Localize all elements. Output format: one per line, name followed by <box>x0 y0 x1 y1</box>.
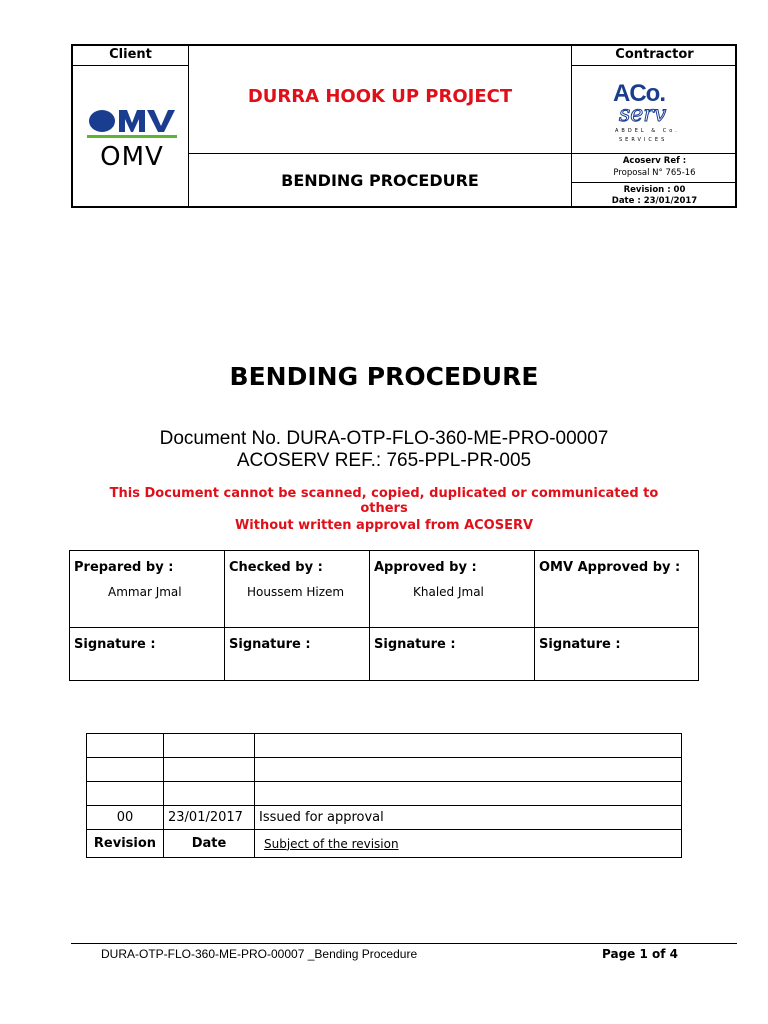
checked-cell <box>225 551 370 628</box>
header-revision: Revision : 00 <box>623 185 686 195</box>
document-number: Document No. DURA-OTP-FLO-360-ME-PRO-00007 <box>159 428 609 449</box>
page-number: Page 1 of 4 <box>602 947 678 961</box>
signature-label: Signature : <box>229 637 311 652</box>
confidentiality-warning: This Document cannot be scanned, copied, duplicated or communicated to others <box>109 486 659 516</box>
approved-cell <box>370 551 535 628</box>
signature-cell <box>70 628 225 681</box>
omv-logo <box>87 101 177 173</box>
acoserv-logo-line1: ABDEL & Co. <box>615 128 680 134</box>
acoserv-logo <box>613 82 703 152</box>
proposal-number: Proposal N° 765-16 <box>613 168 696 178</box>
signature-label: Signature : <box>74 637 156 652</box>
revision-table <box>86 733 682 858</box>
revision-number: 00 <box>87 806 164 830</box>
approved-name: Khaled Jmal <box>413 585 484 599</box>
approval-table <box>69 550 699 681</box>
header-box <box>71 44 737 208</box>
omv-approved-label: OMV Approved by : <box>539 560 681 575</box>
date-header: Date <box>164 830 255 858</box>
acoserv-logo-script: serv <box>619 102 667 127</box>
table-row <box>87 758 682 782</box>
omv-approved-cell <box>535 551 699 628</box>
table-header-row <box>87 830 682 858</box>
header-date: Date : 23/01/2017 <box>611 196 698 206</box>
project-title: DURRA HOOK UP PROJECT <box>247 86 513 107</box>
client-label: Client <box>109 47 152 62</box>
footer-doc-ref: DURA-OTP-FLO-360-ME-PRO-00007 _Bending Procedure <box>101 947 418 961</box>
table-row <box>87 734 682 758</box>
prepared-name: Ammar Jmal <box>108 585 182 599</box>
subject-header: Subject of the revision <box>264 836 399 851</box>
contractor-label: Contractor <box>615 47 694 62</box>
prepared-label: Prepared by : <box>74 560 174 575</box>
checked-name: Houssem Hizem <box>247 585 345 599</box>
footer-divider <box>71 943 737 944</box>
signature-cell <box>370 628 535 681</box>
subject-header-cell <box>255 830 682 858</box>
page-title: BENDING PROCEDURE <box>229 362 539 391</box>
approved-label: Approved by : <box>374 560 477 575</box>
revision-header: Revision <box>87 830 164 858</box>
table-row <box>87 806 682 830</box>
acoserv-ref-label: Acoserv Ref : <box>622 156 687 166</box>
signature-label: Signature : <box>539 637 621 652</box>
acoserv-logo-line2: SERVICES <box>619 137 668 143</box>
acoserv-reference: ACOSERV REF.: 765-PPL-PR-005 <box>236 450 532 471</box>
acoserv-logo-main: ACo. <box>613 80 665 107</box>
signature-label: Signature : <box>374 637 456 652</box>
checked-label: Checked by : <box>229 560 323 575</box>
revision-subject: Issued for approval <box>255 806 682 830</box>
signature-cell <box>225 628 370 681</box>
signature-cell <box>535 628 699 681</box>
header-doc-title: BENDING PROCEDURE <box>281 171 479 190</box>
omv-logo-text: OMV <box>100 142 164 172</box>
table-row <box>87 782 682 806</box>
omv-logo-mark <box>87 101 177 141</box>
prepared-cell <box>70 551 225 628</box>
approval-warning: Without written approval from ACOSERV <box>234 518 534 533</box>
revision-date: 23/01/2017 <box>164 806 255 830</box>
